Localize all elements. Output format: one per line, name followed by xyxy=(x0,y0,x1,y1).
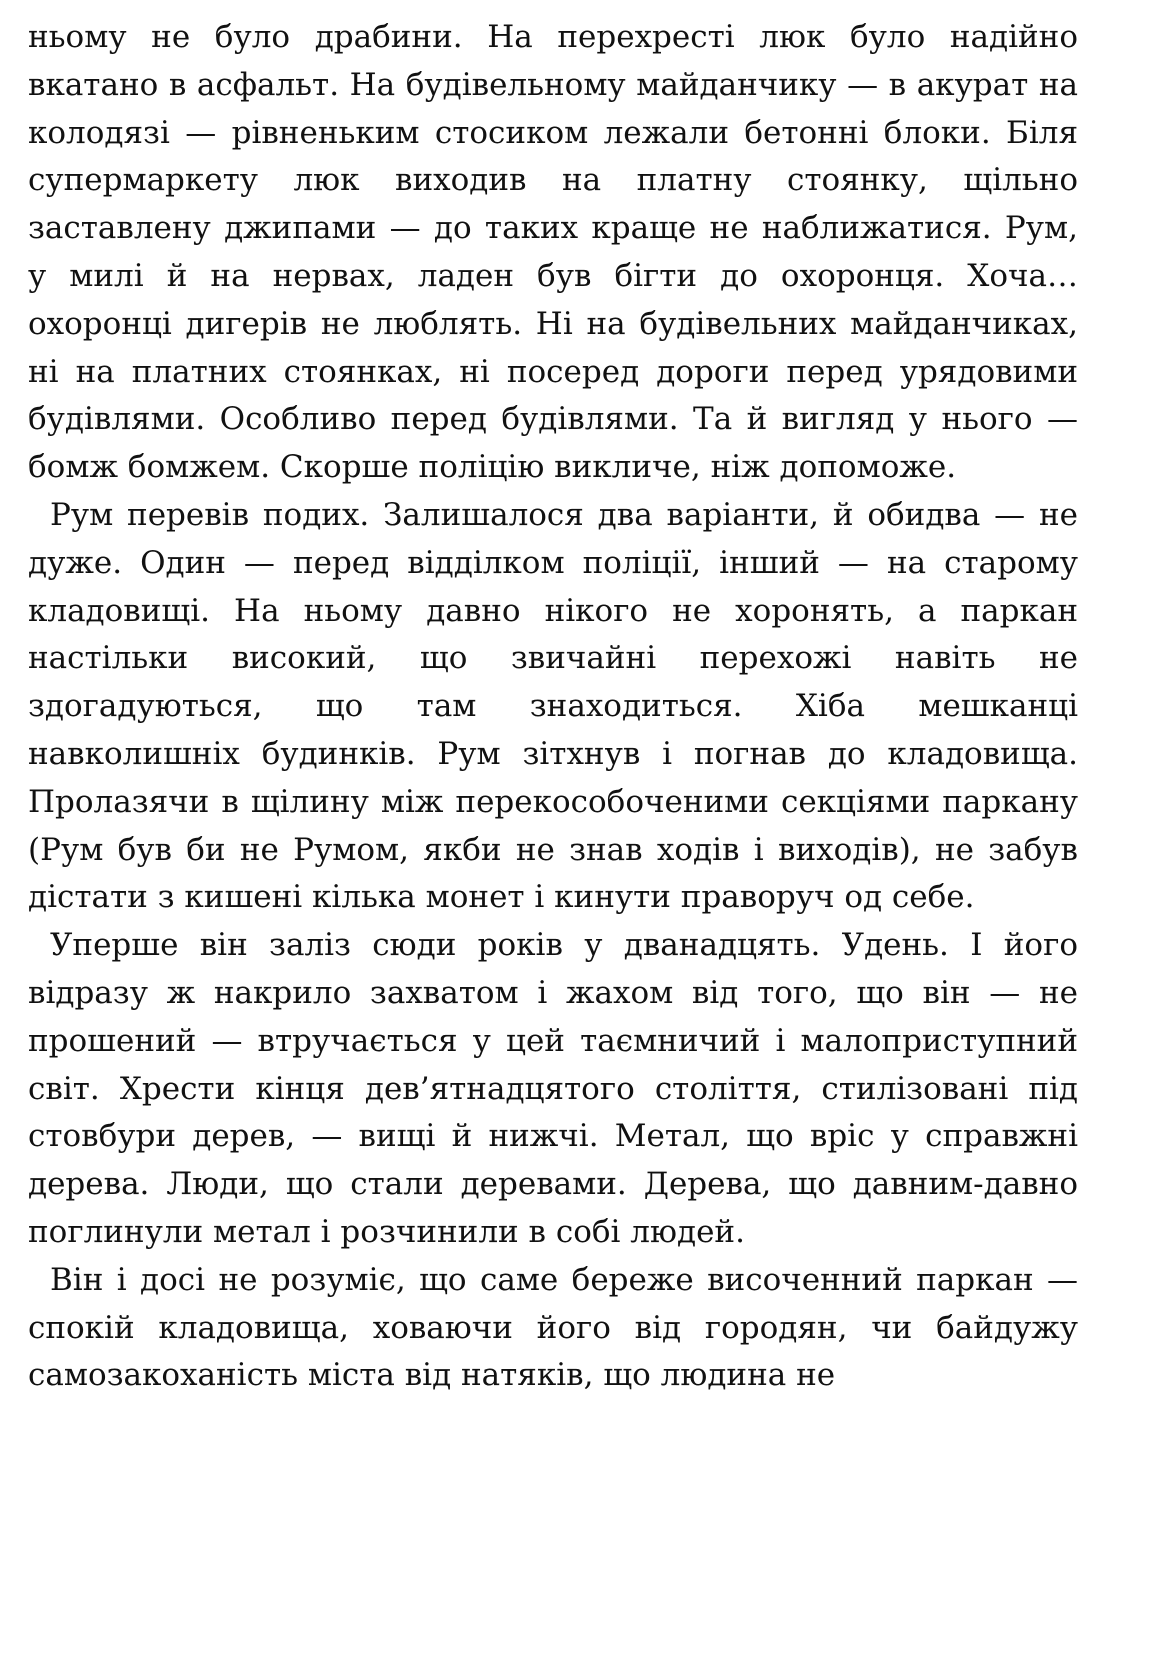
paragraph-4: Він і досі не розуміє, що саме береже височенний паркан — спокій кладовища, ховаючи його від городян, чи байдужу самозакоханість міста від натяків, що людина не xyxy=(28,1261,1078,1394)
book-page xyxy=(28,14,1078,1400)
paragraph-1: ньому не було драбини. На перехресті люк було надійно вкатано в асфальт. На будівельному майданчику — в акурат на колодязі — рівненьким стосиком лежали бетонні блоки. Біля супермаркету люк виходив на платну стоянку, щільно заставлену джипами — до таких краще не наближатися. Рум, у милі й на нервах, ладен був бігти до охоронця. Хоча… охоронці дигерів не люблять. Ні на будівельних майданчиках, ні на платних стоянках, ні посеред дороги перед урядовими будівлями. Особливо перед будівлями. Та й вигляд у нього — бомж бомжем. Скорше поліцію викличе, ніж допоможе. xyxy=(28,19,1078,486)
paragraph-3: Уперше він заліз сюди років у дванадцять. Удень. І його відразу ж накрило захватом і жахом від того, що він — не прошений — втручається у цей таємничий і малоприступний світ. Хрести кінця дев’ятнадцятого століття, стилізовані під стовбури дерев, — вищі й нижчі. Метал, що вріс у справжні дерева. Люди, що стали деревами. Дерева, що давним-давно поглинули метал і розчинили в собі людей. xyxy=(28,927,1078,1250)
paragraph-2: Рум перевів подих. Залишалося два варіанти, й обидва — не дуже. Один — перед відділком поліції, інший — на старому кладовищі. На ньому давно нікого не хоронять, а паркан настільки високий, що звичайні перехожі навіть не здогадуються, що там знаходиться. Хіба мешканці навколишніх будинків. Рум зітхнув і погнав до кладовища. Пролазячи в щілину між перекособоченими секціями паркану (Рум був би не Румом, якби не знав ходів і виходів), не забув дістати з кишені кілька монет і кинути праворуч од себе. xyxy=(28,496,1078,916)
